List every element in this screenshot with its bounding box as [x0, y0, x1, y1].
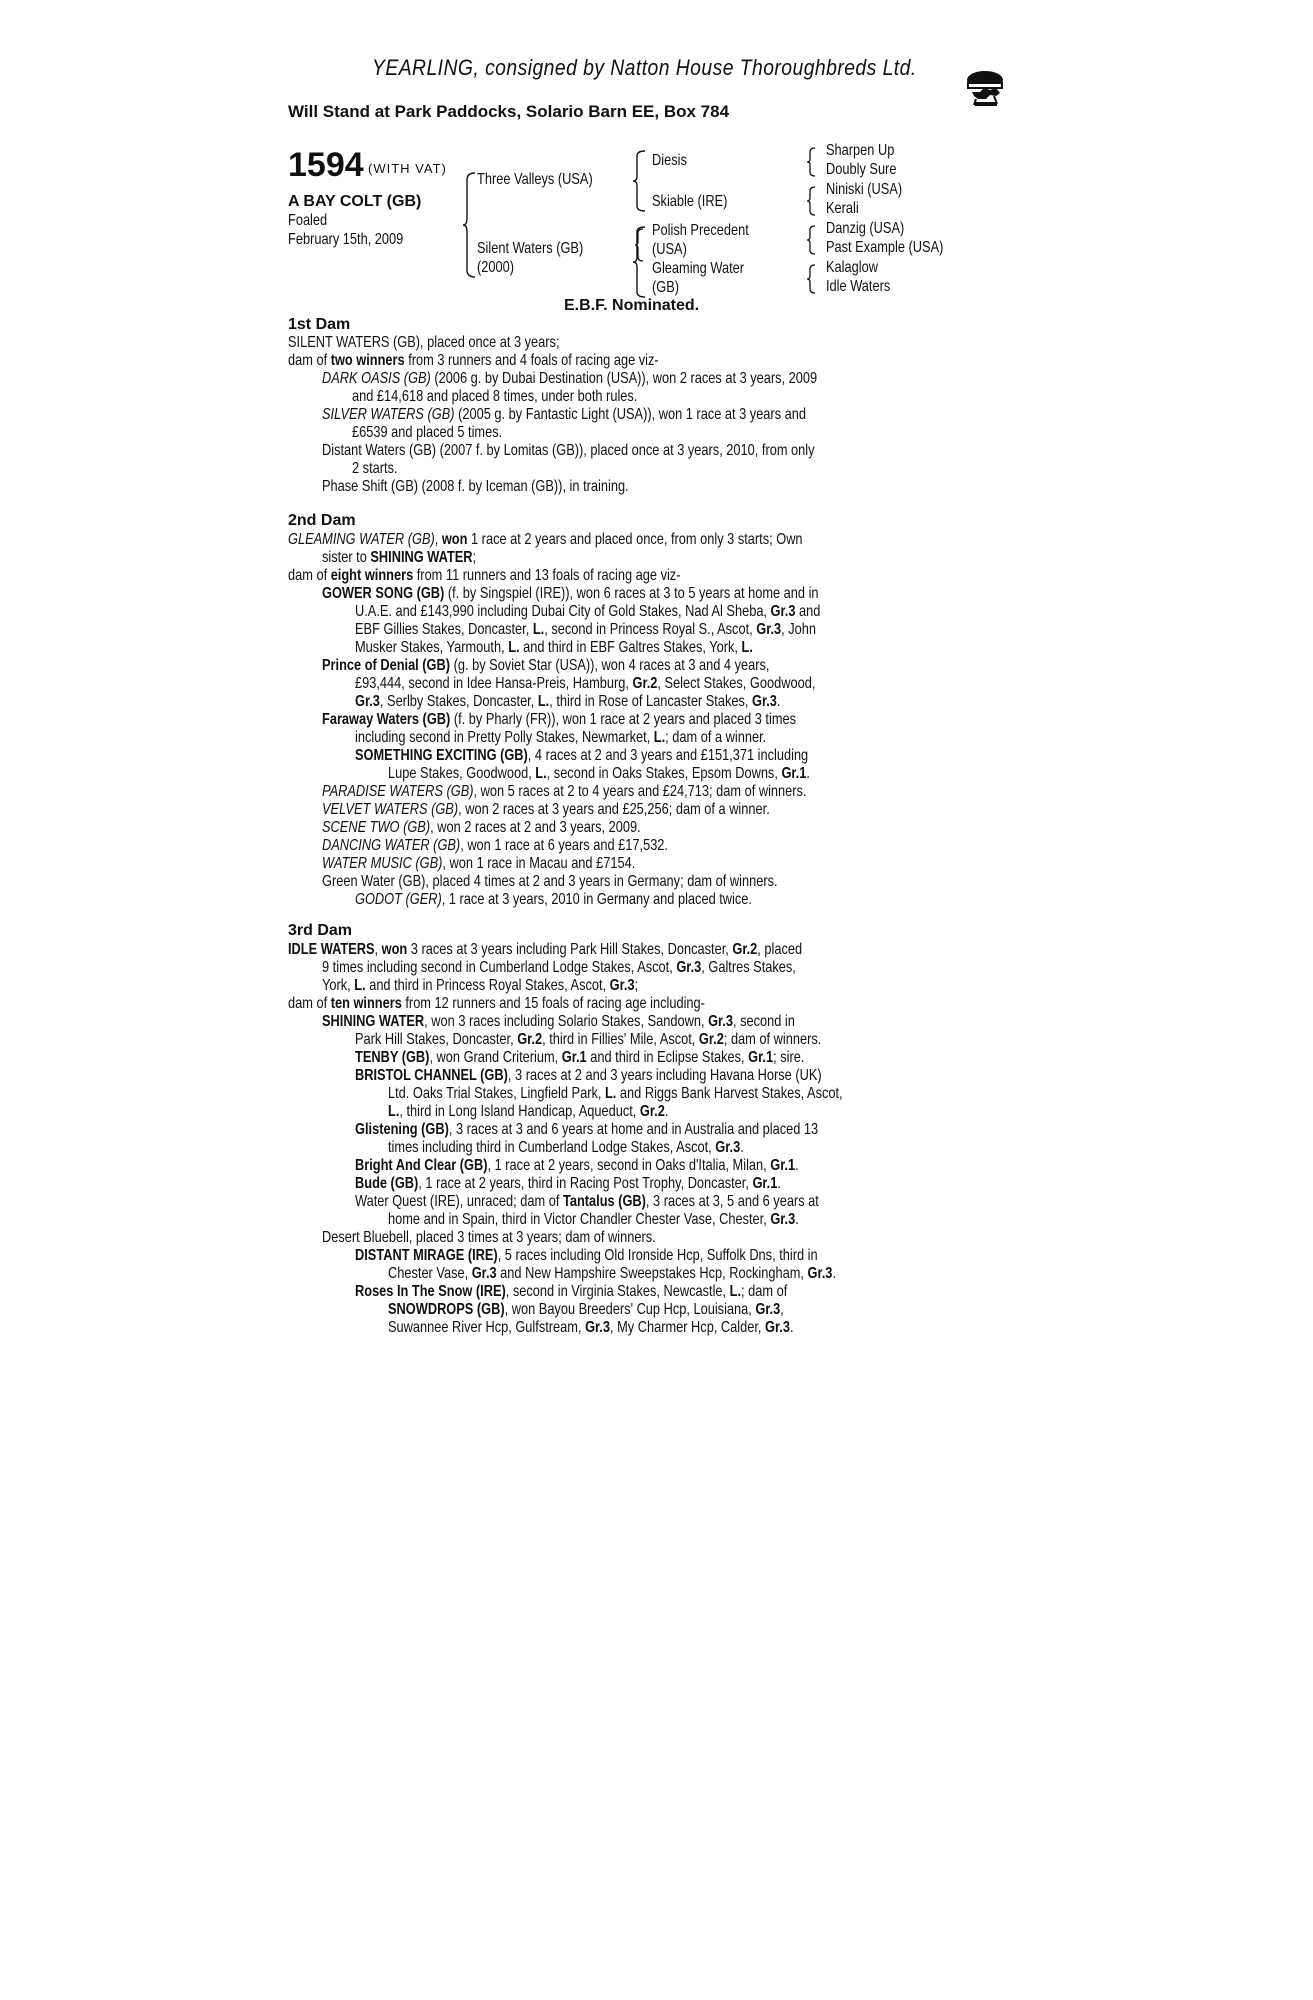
consignor-logo [960, 66, 1010, 108]
second-dam-line: GODOT (GER), 1 race at 3 years, 2010 in Germany and placed twice. [355, 891, 752, 908]
third-dam-line: Park Hill Stakes, Doncaster, Gr.2, third in Fillies' Mile, Ascot, Gr.2; dam of winners. [355, 1031, 822, 1048]
first-dam-line: DARK OASIS (GB) (2006 g. by Dubai Destination (USA)), won 2 races at 3 years, 2009 [322, 370, 818, 387]
first-dam-line: Distant Waters (GB) (2007 f. by Lomitas (GB)), placed once at 3 years, 2010, from only [322, 442, 815, 459]
third-dam-line: Suwannee River Hcp, Gulfstream, Gr.3, My Charmer Hcp, Calder, Gr.3. [388, 1319, 794, 1336]
dam-sire-line2: (USA) [652, 241, 687, 258]
g3-dds: Kalaglow [826, 259, 878, 276]
third-dam-line: SHINING WATER, won 3 races including Solario Stakes, Sandown, Gr.3, second in [322, 1013, 795, 1030]
third-dam-line: Ltd. Oaks Trial Stakes, Lingfield Park, L. and Riggs Bank Harvest Stakes, Ascot, [388, 1085, 843, 1102]
pedigree-brace-main [462, 172, 476, 278]
second-dam-line: SCENE TWO (GB), won 2 races at 2 and 3 years, 2009. [322, 819, 641, 836]
second-dam-line: SOMETHING EXCITING (GB), 4 races at 2 and 3 years and £151,371 including [355, 747, 809, 764]
third-dam-line: Chester Vase, Gr.3 and New Hampshire Sweepstakes Hcp, Rockingham, Gr.3. [388, 1265, 836, 1282]
ebf-nomination: E.B.F. Nominated. [564, 297, 700, 314]
second-dam-line: U.A.E. and £143,990 including Dubai City of Gold Stakes, Nad Al Sheba, Gr.3 and [355, 603, 821, 620]
third-dam-line: IDLE WATERS, won 3 races at 3 years including Park Hill Stakes, Doncaster, Gr.2, placed [288, 941, 803, 958]
consignor-title: YEARLING, consigned by Natton House Thoroughbreds Ltd. [372, 55, 917, 80]
third-dam-line: L., third in Long Island Handicap, Aqueduct, Gr.2. [388, 1103, 669, 1120]
horse-name: A BAY COLT (GB) [288, 193, 422, 210]
second-dam-line: WATER MUSIC (GB), won 1 race in Macau and £7154. [322, 855, 636, 872]
third-dam-line: BRISTOL CHANNEL (GB), 3 races at 2 and 3 years including Havana Horse (UK) [355, 1067, 822, 1084]
third-dam-line: Bude (GB), 1 race at 2 years, third in Racing Post Trophy, Doncaster, Gr.1. [355, 1175, 781, 1192]
third-dam-line: TENBY (GB), won Grand Criterium, Gr.1 and third in Eclipse Stakes, Gr.1; sire. [355, 1049, 805, 1066]
g3-sss: Sharpen Up [826, 142, 895, 159]
stand-location: Will Stand at Park Paddocks, Solario Barn EE, Box 784 [288, 102, 730, 121]
dam-year: (2000) [477, 259, 514, 276]
pedigree-brace-dd [806, 264, 816, 294]
g3-dsd: Past Example (USA) [826, 239, 944, 256]
sire-sire: Diesis [652, 152, 687, 169]
third-dam-line: 9 times including second in Cumberland Lodge Stakes, Ascot, Gr.3, Galtres Stakes, [322, 959, 796, 976]
third-dam-line: Bright And Clear (GB), 1 race at 2 years, second in Oaks d'Italia, Milan, Gr.1. [355, 1157, 799, 1174]
second-dam-heading: 2nd Dam [288, 512, 356, 529]
second-dam-line: Green Water (GB), placed 4 times at 2 and 3 years in Germany; dam of winners. [322, 873, 778, 890]
pedigree-brace-sire [632, 150, 646, 212]
second-dam-line: dam of eight winners from 11 runners and 13 foals of racing age viz- [288, 567, 681, 584]
lot-number: 1594 [288, 146, 364, 184]
third-dam-line: Roses In The Snow (IRE), second in Virginia Stakes, Newcastle, L.; dam of [355, 1283, 788, 1300]
third-dam-line: Desert Bluebell, placed 3 times at 3 years; dam of winners. [322, 1229, 656, 1246]
g3-ssd: Doubly Sure [826, 161, 897, 178]
second-dam-line: Prince of Denial (GB) (g. by Soviet Star (USA)), won 4 races at 3 and 4 years, [322, 657, 770, 674]
third-dam-line: times including third in Cumberland Lodge Stakes, Ascot, Gr.3. [388, 1139, 744, 1156]
pedigree-brace-ss [806, 147, 816, 177]
g3-dss: Danzig (USA) [826, 220, 905, 237]
sire-dam: Skiable (IRE) [652, 193, 728, 210]
third-dam-line: SNOWDROPS (GB), won Bayou Breeders' Cup Hcp, Louisiana, Gr.3, [388, 1301, 784, 1318]
first-dam-line: dam of two winners from 3 runners and 4 foals of racing age viz- [288, 352, 659, 369]
third-dam-line: Glistening (GB), 3 races at 3 and 6 years at home and in Australia and placed 13 [355, 1121, 819, 1138]
sire-name: Three Valleys (USA) [477, 171, 593, 188]
dam-dam-line1: Gleaming Water [652, 260, 744, 277]
dam-dam-line2: (GB) [652, 279, 680, 296]
second-dam-line: £93,444, second in Idee Hansa-Preis, Hamburg, Gr.2, Select Stakes, Goodwood, [355, 675, 816, 692]
third-dam-line: Water Quest (IRE), unraced; dam of Tantalus (GB), 3 races at 3, 5 and 6 years at [355, 1193, 819, 1210]
second-dam-line: DANCING WATER (GB), won 1 race at 6 years and £17,532. [322, 837, 668, 854]
second-dam-line: Faraway Waters (GB) (f. by Pharly (FR)), won 1 race at 2 years and placed 3 times [322, 711, 797, 728]
first-dam-line: and £14,618 and placed 8 times, under both rules. [352, 388, 638, 405]
second-dam-line: Gr.3, Serlby Stakes, Doncaster, L., third in Rose of Lancaster Stakes, Gr.3. [355, 693, 781, 710]
first-dam-heading: 1st Dam [288, 316, 351, 333]
dam-sire-line1: Polish Precedent [652, 222, 749, 239]
second-dam-line: PARADISE WATERS (GB), won 5 races at 2 to 4 years and £24,713; dam of winners. [322, 783, 807, 800]
g3-sdd: Kerali [826, 200, 859, 217]
g3-ddd: Idle Waters [826, 278, 891, 295]
first-dam-line: SILVER WATERS (GB) (2005 g. by Fantastic Light (USA)), won 1 race at 3 years and [322, 406, 806, 423]
third-dam-line: dam of ten winners from 12 runners and 15 foals of racing age including- [288, 995, 705, 1012]
second-dam-line: including second in Pretty Polly Stakes, Newmarket, L.; dam of a winner. [355, 729, 767, 746]
first-dam-line: Phase Shift (GB) (2008 f. by Iceman (GB)), in training. [322, 478, 629, 495]
pedigree-brace-ds-small [634, 228, 644, 262]
second-dam-line: Lupe Stakes, Goodwood, L., second in Oaks Stakes, Epsom Downs, Gr.1. [388, 765, 810, 782]
vat-note: (WITH VAT) [368, 161, 447, 176]
second-dam-line: EBF Gillies Stakes, Doncaster, L., second in Princess Royal S., Ascot, Gr.3, John [355, 621, 817, 638]
third-dam-line: York, L. and third in Princess Royal Stakes, Ascot, Gr.3; [322, 977, 639, 994]
g3-sds: Niniski (USA) [826, 181, 903, 198]
first-dam-line: £6539 and placed 5 times. [352, 424, 503, 441]
second-dam-line: VELVET WATERS (GB), won 2 races at 3 years and £25,256; dam of a winner. [322, 801, 770, 818]
pedigree-brace-ds [806, 225, 816, 255]
foaled-label: Foaled [288, 212, 328, 229]
first-dam-line: SILENT WATERS (GB), placed once at 3 years; [288, 334, 560, 351]
second-dam-line: GLEAMING WATER (GB), won 1 race at 2 years and placed once, from only 3 starts; Own [288, 531, 803, 548]
third-dam-line: DISTANT MIRAGE (IRE), 5 races including Old Ironside Hcp, Suffolk Dns, third in [355, 1247, 818, 1264]
second-dam-line: GOWER SONG (GB) (f. by Singspiel (IRE)), won 6 races at 3 to 5 years at home and in [322, 585, 819, 602]
third-dam-heading: 3rd Dam [288, 922, 353, 939]
foaled-date: February 15th, 2009 [288, 231, 404, 248]
dam-name: Silent Waters (GB) [477, 240, 584, 257]
pedigree-brace-sd [806, 186, 816, 216]
second-dam-line: sister to SHINING WATER; [322, 549, 477, 566]
second-dam-line: Musker Stakes, Yarmouth, L. and third in EBF Galtres Stakes, York, L. [355, 639, 753, 656]
first-dam-line: 2 starts. [352, 460, 398, 477]
third-dam-line: home and in Spain, third in Victor Chandler Chester Vase, Chester, Gr.3. [388, 1211, 799, 1228]
